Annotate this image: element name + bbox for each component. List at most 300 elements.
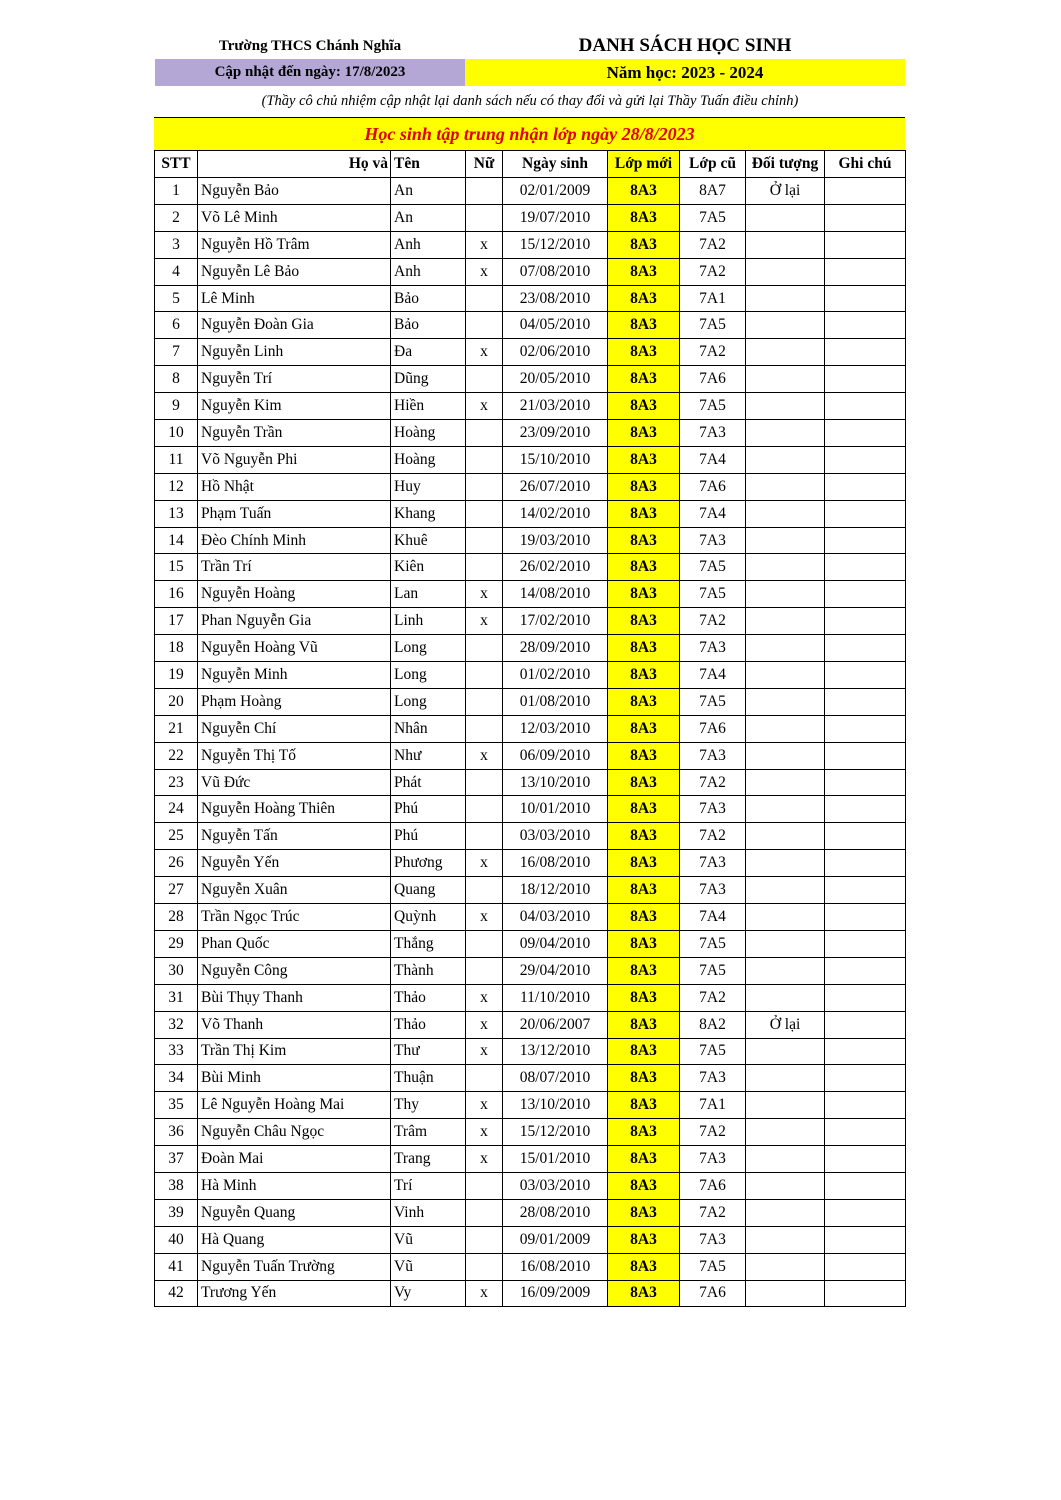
lop-cu-cell: 7A3 [680, 1146, 746, 1173]
ho-cell: Hồ Nhật [198, 473, 391, 500]
ten-cell: Phát [391, 769, 466, 796]
ho-cell: Nguyễn Trí [198, 366, 391, 393]
ten-cell: Thy [391, 1092, 466, 1119]
ngay-sinh-cell: 26/07/2010 [503, 473, 608, 500]
ho-cell: Nguyễn Hoàng [198, 581, 391, 608]
doi-tuong-cell [746, 1226, 825, 1253]
ten-cell: Vinh [391, 1199, 466, 1226]
ghi-chu-cell [825, 446, 906, 473]
lop-cu-cell: 7A1 [680, 1092, 746, 1119]
ghi-chu-cell [825, 231, 906, 258]
stt-cell: 31 [155, 984, 198, 1011]
table-row [155, 554, 906, 581]
nu-cell: x [466, 1280, 503, 1307]
ho-cell: Nguyễn Hoàng Vũ [198, 635, 391, 662]
doi-tuong-cell [746, 1199, 825, 1226]
stt-cell: 37 [155, 1146, 198, 1173]
table-row [155, 1065, 906, 1092]
table-row [155, 204, 906, 231]
ngay-sinh-cell: 17/02/2010 [503, 608, 608, 635]
stt-cell: 11 [155, 446, 198, 473]
ngay-sinh-cell: 02/06/2010 [503, 339, 608, 366]
document-title: DANH SÁCH HỌC SINH [578, 35, 792, 56]
lop-moi-cell: 8A3 [608, 446, 680, 473]
nu-cell [466, 715, 503, 742]
lop-cu-cell: 7A3 [680, 850, 746, 877]
table-row [155, 608, 906, 635]
table-row [155, 258, 906, 285]
ho-cell: Phan Quốc [198, 930, 391, 957]
stt-cell: 38 [155, 1172, 198, 1199]
nu-cell: x [466, 231, 503, 258]
ngay-sinh-cell: 09/04/2010 [503, 930, 608, 957]
doi-tuong-cell [746, 1092, 825, 1119]
ngay-sinh-cell: 13/10/2010 [503, 1092, 608, 1119]
lop-moi-cell: 8A3 [608, 930, 680, 957]
doi-tuong-cell [746, 769, 825, 796]
ngay-sinh-cell: 28/08/2010 [503, 1199, 608, 1226]
stt-cell: 20 [155, 688, 198, 715]
nu-cell [466, 527, 503, 554]
ghi-chu-cell [825, 769, 906, 796]
lop-cu-cell: 7A2 [680, 1199, 746, 1226]
lop-cu-cell: 7A5 [680, 930, 746, 957]
ten-cell: Khang [391, 500, 466, 527]
ghi-chu-cell [825, 285, 906, 312]
lop-moi-cell: 8A3 [608, 1280, 680, 1307]
updated-date: Cập nhật đến ngày: 17/8/2023 [155, 59, 465, 86]
table-row [155, 312, 906, 339]
lop-moi-cell: 8A3 [608, 608, 680, 635]
doi-tuong-cell [746, 688, 825, 715]
stt-cell: 1 [155, 178, 198, 205]
ten-cell: Thảo [391, 1011, 466, 1038]
doi-tuong-cell [746, 446, 825, 473]
ngay-sinh-cell: 15/10/2010 [503, 446, 608, 473]
ngay-sinh-cell: 26/02/2010 [503, 554, 608, 581]
lop-cu-cell: 7A2 [680, 984, 746, 1011]
ghi-chu-cell [825, 1092, 906, 1119]
ten-cell: Quỳnh [391, 904, 466, 931]
stt-cell: 32 [155, 1011, 198, 1038]
lop-cu-cell: 7A5 [680, 204, 746, 231]
lop-moi-cell: 8A3 [608, 312, 680, 339]
lop-cu-cell: 7A3 [680, 1065, 746, 1092]
nu-cell: x [466, 258, 503, 285]
lop-cu-cell: 7A2 [680, 1119, 746, 1146]
ho-cell: Nguyễn Linh [198, 339, 391, 366]
ho-cell: Trần Trí [198, 554, 391, 581]
ghi-chu-cell [825, 339, 906, 366]
nu-cell: x [466, 1011, 503, 1038]
doi-tuong-cell [746, 635, 825, 662]
stt-cell: 30 [155, 957, 198, 984]
col-lop-moi: Lớp mới [608, 151, 680, 178]
lop-moi-cell: 8A3 [608, 1038, 680, 1065]
ho-cell: Nguyễn Quang [198, 1199, 391, 1226]
nu-cell [466, 554, 503, 581]
table-row [155, 796, 906, 823]
lop-cu-cell: 7A5 [680, 1038, 746, 1065]
nu-cell [466, 1199, 503, 1226]
ten-cell: Bảo [391, 312, 466, 339]
stt-cell: 40 [155, 1226, 198, 1253]
ten-cell: Quang [391, 877, 466, 904]
ngay-sinh-cell: 12/03/2010 [503, 715, 608, 742]
stt-cell: 3 [155, 231, 198, 258]
nu-cell [466, 796, 503, 823]
lop-cu-cell: 7A3 [680, 635, 746, 662]
ngay-sinh-cell: 16/08/2010 [503, 850, 608, 877]
table-row [155, 1172, 906, 1199]
doi-tuong-cell [746, 957, 825, 984]
doi-tuong-cell [746, 904, 825, 931]
stt-cell: 12 [155, 473, 198, 500]
ghi-chu-cell [825, 554, 906, 581]
doi-tuong-cell [746, 527, 825, 554]
lop-moi-cell: 8A3 [608, 231, 680, 258]
ten-cell: An [391, 178, 466, 205]
table-row [155, 446, 906, 473]
ngay-sinh-cell: 15/12/2010 [503, 1119, 608, 1146]
ten-cell: Long [391, 635, 466, 662]
lop-cu-cell: 7A3 [680, 877, 746, 904]
ghi-chu-cell [825, 904, 906, 931]
lop-cu-cell: 7A4 [680, 500, 746, 527]
ghi-chu-cell [825, 1011, 906, 1038]
ho-cell: Bùi Minh [198, 1065, 391, 1092]
stt-cell: 33 [155, 1038, 198, 1065]
lop-moi-cell: 8A3 [608, 366, 680, 393]
doi-tuong-cell: Ở lại [746, 178, 825, 205]
ho-cell: Nguyễn Công [198, 957, 391, 984]
ngay-sinh-cell: 10/01/2010 [503, 796, 608, 823]
stt-cell: 29 [155, 930, 198, 957]
doi-tuong-cell [746, 204, 825, 231]
table-row [155, 339, 906, 366]
ngay-sinh-cell: 01/02/2010 [503, 662, 608, 689]
doi-tuong-cell [746, 930, 825, 957]
lop-moi-cell: 8A3 [608, 554, 680, 581]
school-name: Trường THCS Chánh Nghĩa [218, 38, 402, 54]
lop-cu-cell: 7A3 [680, 742, 746, 769]
lop-cu-cell: 7A2 [680, 823, 746, 850]
ten-cell: Trí [391, 1172, 466, 1199]
stt-cell: 17 [155, 608, 198, 635]
doi-tuong-cell [746, 742, 825, 769]
ghi-chu-cell [825, 715, 906, 742]
ghi-chu-cell [825, 635, 906, 662]
doi-tuong-cell [746, 796, 825, 823]
ho-cell: Bùi Thụy Thanh [198, 984, 391, 1011]
stt-cell: 41 [155, 1253, 198, 1280]
ngay-sinh-cell: 20/06/2007 [503, 1011, 608, 1038]
lop-cu-cell: 7A6 [680, 366, 746, 393]
nu-cell [466, 473, 503, 500]
lop-moi-cell: 8A3 [608, 1065, 680, 1092]
col-ten: Tên [391, 151, 466, 178]
ten-cell: Lan [391, 581, 466, 608]
table-row [155, 420, 906, 447]
ghi-chu-cell [825, 930, 906, 957]
doi-tuong-cell [746, 1146, 825, 1173]
table-row [155, 715, 906, 742]
table-row [155, 742, 906, 769]
ten-cell: Hiền [391, 393, 466, 420]
doi-tuong-cell [746, 393, 825, 420]
ten-cell: Bảo [391, 285, 466, 312]
stt-cell: 23 [155, 769, 198, 796]
instruction-note: (Thầy cô chủ nhiệm cập nhật lại danh sách nếu có thay đổi và gửi lại Thầy Tuấn điều chỉnh) [261, 93, 799, 109]
ngay-sinh-cell: 11/10/2010 [503, 984, 608, 1011]
gathering-banner: Học sinh tập trung nhận lớp ngày 28/8/2023 [154, 117, 905, 150]
nu-cell [466, 500, 503, 527]
ngay-sinh-cell: 07/08/2010 [503, 258, 608, 285]
ho-cell: Nguyễn Thị Tố [198, 742, 391, 769]
ten-cell: Hoàng [391, 420, 466, 447]
table-row [155, 1011, 906, 1038]
doi-tuong-cell [746, 1172, 825, 1199]
ngay-sinh-cell: 02/01/2009 [503, 178, 608, 205]
table-row [155, 1226, 906, 1253]
lop-moi-cell: 8A3 [608, 1119, 680, 1146]
lop-cu-cell: 7A2 [680, 258, 746, 285]
doi-tuong-cell [746, 420, 825, 447]
ngay-sinh-cell: 15/12/2010 [503, 231, 608, 258]
ten-cell: An [391, 204, 466, 231]
lop-cu-cell: 7A4 [680, 446, 746, 473]
ten-cell: Thư [391, 1038, 466, 1065]
doi-tuong-cell [746, 339, 825, 366]
ngay-sinh-cell: 08/07/2010 [503, 1065, 608, 1092]
ten-cell: Vũ [391, 1253, 466, 1280]
doi-tuong-cell [746, 1065, 825, 1092]
stt-cell: 15 [155, 554, 198, 581]
doi-tuong-cell [746, 662, 825, 689]
table-row [155, 1199, 906, 1226]
ghi-chu-cell [825, 877, 906, 904]
lop-cu-cell: 7A5 [680, 581, 746, 608]
ten-cell: Dũng [391, 366, 466, 393]
ngay-sinh-cell: 14/02/2010 [503, 500, 608, 527]
ghi-chu-cell [825, 1119, 906, 1146]
ngay-sinh-cell: 04/03/2010 [503, 904, 608, 931]
ten-cell: Anh [391, 258, 466, 285]
lop-moi-cell: 8A3 [608, 285, 680, 312]
nu-cell: x [466, 608, 503, 635]
ho-cell: Phạm Tuấn [198, 500, 391, 527]
lop-cu-cell: 8A7 [680, 178, 746, 205]
ghi-chu-cell [825, 1226, 906, 1253]
doi-tuong-cell [746, 1119, 825, 1146]
lop-moi-cell: 8A3 [608, 527, 680, 554]
ho-cell: Lê Minh [198, 285, 391, 312]
doi-tuong-cell [746, 312, 825, 339]
lop-cu-cell: 7A5 [680, 1253, 746, 1280]
nu-cell: x [466, 850, 503, 877]
ghi-chu-cell [825, 473, 906, 500]
lop-moi-cell: 8A3 [608, 742, 680, 769]
lop-moi-cell: 8A3 [608, 957, 680, 984]
stt-cell: 36 [155, 1119, 198, 1146]
lop-moi-cell: 8A3 [608, 393, 680, 420]
ho-cell: Nguyễn Lê Bảo [198, 258, 391, 285]
doi-tuong-cell [746, 1280, 825, 1307]
table-row [155, 957, 906, 984]
ngay-sinh-cell: 23/08/2010 [503, 285, 608, 312]
nu-cell: x [466, 904, 503, 931]
ho-cell: Nguyễn Bảo [198, 178, 391, 205]
ten-cell: Như [391, 742, 466, 769]
lop-cu-cell: 7A5 [680, 957, 746, 984]
stt-cell: 39 [155, 1199, 198, 1226]
lop-cu-cell: 7A6 [680, 1172, 746, 1199]
ngay-sinh-cell: 19/07/2010 [503, 204, 608, 231]
stt-cell: 14 [155, 527, 198, 554]
doi-tuong-cell [746, 1253, 825, 1280]
lop-moi-cell: 8A3 [608, 178, 680, 205]
lop-cu-cell: 7A2 [680, 231, 746, 258]
table-row [155, 1119, 906, 1146]
ghi-chu-cell [825, 1038, 906, 1065]
table-row [155, 1038, 906, 1065]
stt-cell: 25 [155, 823, 198, 850]
table-row [155, 635, 906, 662]
stt-cell: 16 [155, 581, 198, 608]
stt-cell: 5 [155, 285, 198, 312]
doi-tuong-cell [746, 823, 825, 850]
ghi-chu-cell [825, 527, 906, 554]
table-header-row [155, 151, 906, 178]
lop-moi-cell: 8A3 [608, 769, 680, 796]
nu-cell [466, 178, 503, 205]
stt-cell: 24 [155, 796, 198, 823]
lop-moi-cell: 8A3 [608, 500, 680, 527]
ho-cell: Nguyễn Tấn [198, 823, 391, 850]
ten-cell: Hoàng [391, 446, 466, 473]
ho-cell: Nguyễn Trần [198, 420, 391, 447]
ngay-sinh-cell: 13/12/2010 [503, 1038, 608, 1065]
lop-cu-cell: 7A2 [680, 769, 746, 796]
lop-cu-cell: 7A2 [680, 608, 746, 635]
stt-cell: 21 [155, 715, 198, 742]
nu-cell: x [466, 1092, 503, 1119]
ten-cell: Vũ [391, 1226, 466, 1253]
doi-tuong-cell [746, 231, 825, 258]
lop-cu-cell: 7A4 [680, 662, 746, 689]
ho-cell: Nguyễn Châu Ngọc [198, 1119, 391, 1146]
ten-cell: Khuê [391, 527, 466, 554]
table-row [155, 473, 906, 500]
ho-cell: Nguyễn Chí [198, 715, 391, 742]
lop-moi-cell: 8A3 [608, 1199, 680, 1226]
table-row [155, 1092, 906, 1119]
lop-moi-cell: 8A3 [608, 1011, 680, 1038]
ghi-chu-cell [825, 366, 906, 393]
ho-cell: Nguyễn Kim [198, 393, 391, 420]
nu-cell: x [466, 1038, 503, 1065]
lop-cu-cell: 7A3 [680, 420, 746, 447]
ghi-chu-cell [825, 850, 906, 877]
stt-cell: 7 [155, 339, 198, 366]
table-row [155, 688, 906, 715]
table-row [155, 366, 906, 393]
lop-cu-cell: 7A6 [680, 715, 746, 742]
ho-cell: Võ Nguyễn Phi [198, 446, 391, 473]
doi-tuong-cell [746, 473, 825, 500]
ngay-sinh-cell: 21/03/2010 [503, 393, 608, 420]
doi-tuong-cell [746, 581, 825, 608]
ho-cell: Nguyễn Hồ Trâm [198, 231, 391, 258]
ghi-chu-cell [825, 608, 906, 635]
nu-cell: x [466, 581, 503, 608]
ghi-chu-cell [825, 1065, 906, 1092]
lop-cu-cell: 7A6 [680, 1280, 746, 1307]
nu-cell [466, 1226, 503, 1253]
lop-cu-cell: 7A5 [680, 554, 746, 581]
ten-cell: Phương [391, 850, 466, 877]
lop-moi-cell: 8A3 [608, 204, 680, 231]
ho-cell: Nguyễn Xuân [198, 877, 391, 904]
ngay-sinh-cell: 06/09/2010 [503, 742, 608, 769]
ghi-chu-cell [825, 1146, 906, 1173]
ngay-sinh-cell: 29/04/2010 [503, 957, 608, 984]
doi-tuong-cell [746, 715, 825, 742]
table-row [155, 984, 906, 1011]
nu-cell [466, 662, 503, 689]
lop-moi-cell: 8A3 [608, 984, 680, 1011]
ghi-chu-cell [825, 984, 906, 1011]
lop-moi-cell: 8A3 [608, 877, 680, 904]
doi-tuong-cell [746, 608, 825, 635]
stt-cell: 9 [155, 393, 198, 420]
ghi-chu-cell [825, 393, 906, 420]
doi-tuong-cell [746, 258, 825, 285]
ghi-chu-cell [825, 796, 906, 823]
table-row [155, 527, 906, 554]
ngay-sinh-cell: 03/03/2010 [503, 1172, 608, 1199]
table-row [155, 1280, 906, 1307]
nu-cell [466, 877, 503, 904]
ngay-sinh-cell: 19/03/2010 [503, 527, 608, 554]
ngay-sinh-cell: 09/01/2009 [503, 1226, 608, 1253]
table-row [155, 823, 906, 850]
lop-moi-cell: 8A3 [608, 1172, 680, 1199]
stt-cell: 28 [155, 904, 198, 931]
stt-cell: 34 [155, 1065, 198, 1092]
stt-cell: 10 [155, 420, 198, 447]
lop-moi-cell: 8A3 [608, 258, 680, 285]
lop-moi-cell: 8A3 [608, 662, 680, 689]
lop-moi-cell: 8A3 [608, 688, 680, 715]
table-row [155, 231, 906, 258]
ten-cell: Kiên [391, 554, 466, 581]
student-table [154, 150, 906, 1307]
ghi-chu-cell [825, 688, 906, 715]
ghi-chu-cell [825, 823, 906, 850]
nu-cell: x [466, 339, 503, 366]
ghi-chu-cell [825, 1199, 906, 1226]
col-ghi-chu: Ghi chú [825, 151, 906, 178]
doi-tuong-cell: Ở lại [746, 1011, 825, 1038]
ho-cell: Võ Thanh [198, 1011, 391, 1038]
ho-cell: Trần Ngọc Trúc [198, 904, 391, 931]
stt-cell: 35 [155, 1092, 198, 1119]
ngay-sinh-cell: 14/08/2010 [503, 581, 608, 608]
col-lop-cu: Lớp cũ [680, 151, 746, 178]
doi-tuong-cell [746, 877, 825, 904]
ten-cell: Long [391, 688, 466, 715]
